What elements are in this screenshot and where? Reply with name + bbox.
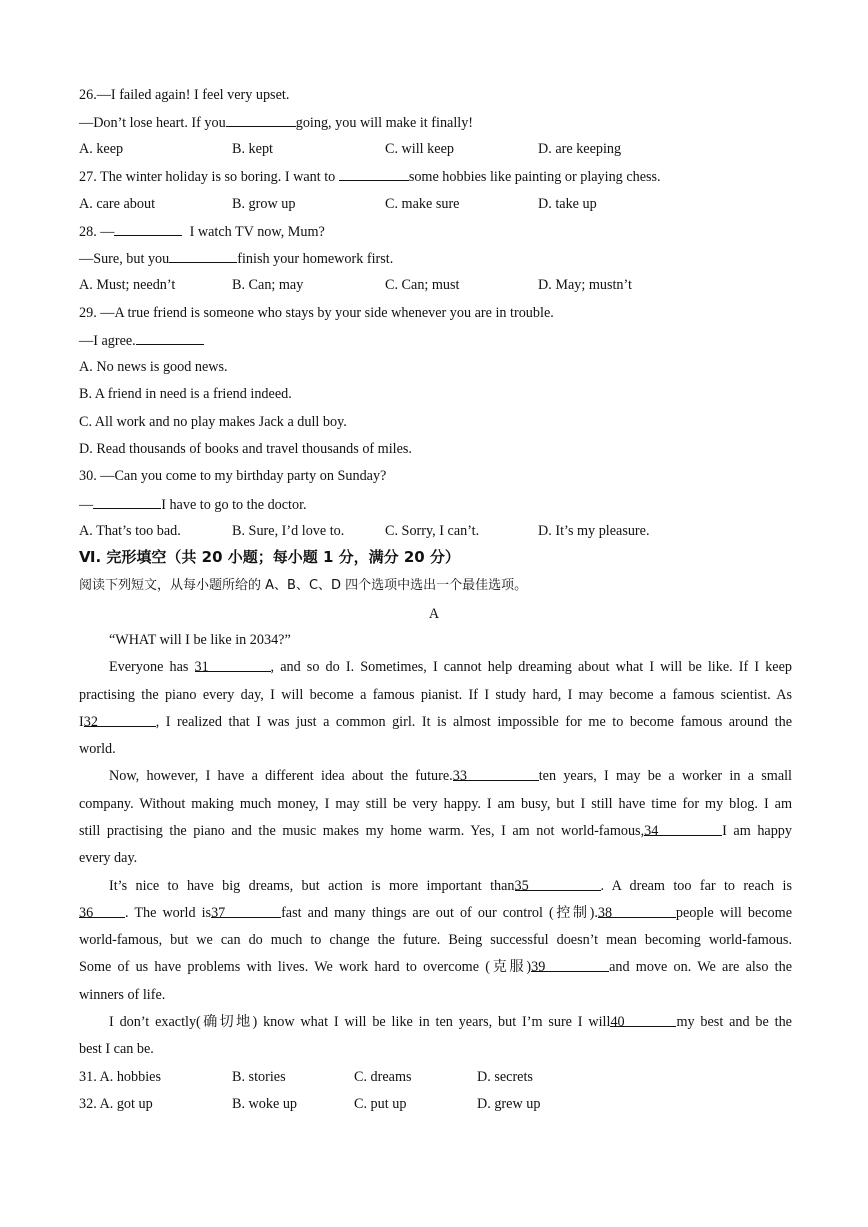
question-28-reply (79, 249, 393, 268)
question-29-option-d: D. Read thousands of books and travel thousands of miles. (79, 441, 412, 457)
passage-line: winners of life. (79, 987, 166, 1003)
question-27-option-b: B. grow up (232, 196, 296, 212)
question-28-stem (79, 222, 325, 241)
question-32-option-b: B. woke up (232, 1096, 298, 1112)
question-31-option-c: C. dreams (354, 1069, 412, 1085)
passage-text: . A dream too far to reach is (600, 878, 792, 894)
stem-text: some hobbies like painting or playing chess. (408, 169, 661, 185)
blank-37: 37 (211, 904, 281, 918)
passage-title: “WHAT will I be like in 2034?” (109, 632, 291, 648)
reply-text: going, you will make it finally! (295, 115, 474, 131)
question-28-option-b: B. Can; may (232, 277, 304, 293)
reply-text: —Sure, but you (79, 251, 170, 267)
passage-line (109, 658, 792, 676)
passage-text: people will become (675, 905, 792, 921)
passage-line (109, 767, 792, 785)
question-26-option-d: D. are keeping (538, 141, 622, 157)
question-30-option-d: D. It’s my pleasure. (538, 523, 650, 539)
blank-36: 36 (79, 904, 125, 918)
passage-line (79, 904, 792, 922)
passage-text: fast and many things are out of our control (控制). (281, 905, 598, 921)
reply-text: —I agree. (79, 333, 136, 349)
question-29-stem: 29. —A true friend is someone who stays by your side whenever you are in trouble. (79, 305, 554, 321)
question-30-stem: 30. —Can you come to my birthday party on Sunday? (79, 468, 387, 484)
question-28-option-d: D. May; mustn’t (538, 277, 632, 293)
passage-line: practising the piano every day, I will become a famous pianist. If I study hard, I may become a famous scientist. As (79, 687, 792, 703)
stem-text: 28. — (79, 224, 115, 240)
passage-line (79, 822, 792, 840)
answer-blank (339, 167, 409, 181)
answer-blank (226, 113, 296, 127)
passage-text: still practising the piano and the music makes my home warm. Yes, I am not world-famous, (79, 823, 645, 839)
blank-35: 35 (515, 877, 601, 891)
passage-text: It’s nice to have big dreams, but action is more important than (109, 878, 515, 894)
question-26-option-a: A. keep (79, 141, 124, 157)
passage-text: ten years, I may be a worker in a small (538, 768, 793, 784)
passage-text: Now, however, I have a different idea about the future. (109, 768, 453, 784)
question-31-option-d: D. secrets (477, 1069, 533, 1085)
passage-text: . The world is (125, 905, 212, 921)
blank-40: 40 (610, 1013, 676, 1027)
passage-label: A (428, 606, 440, 622)
passage-line: company. Without making much money, I may still be very happy. I am busy, but I still have time for my blog. I am (79, 796, 792, 812)
question-27-option-a: A. care about (79, 196, 156, 212)
passage-text: Some of us have problems with lives. We work hard to overcome (克服) (79, 959, 532, 975)
stem-text: I watch TV now, Mum? (189, 224, 325, 240)
answer-blank (136, 331, 204, 345)
question-30-option-b: B. Sure, I’d love to. (232, 523, 345, 539)
blank-38: 38 (598, 904, 676, 918)
passage-line (109, 877, 792, 895)
question-26-option-b: B. kept (232, 141, 273, 157)
blank-39: 39 (531, 958, 609, 972)
question-32-option-a: 32. A. got up (79, 1096, 153, 1112)
question-29-option-b: B. A friend in need is a friend indeed. (79, 386, 292, 402)
stem-text: 27. The winter holiday is so boring. I want to (79, 169, 336, 185)
blank-32: 32 (84, 713, 156, 727)
reply-text: — (79, 497, 94, 513)
answer-blank (169, 249, 237, 263)
section-instruction: 阅读下列短文，从每小题所给的 A、B、C、D 四个选项中选出一个最佳选项。 (79, 578, 528, 593)
question-27-option-d: D. take up (538, 196, 597, 212)
passage-text: Everyone has (109, 659, 189, 675)
question-32-option-c: C. put up (354, 1096, 407, 1112)
question-29-reply (79, 331, 204, 350)
question-28-option-c: C. Can; must (385, 277, 460, 293)
question-26-option-c: C. will keep (385, 141, 454, 157)
passage-line: every day. (79, 850, 138, 866)
blank-31: 31 (195, 658, 271, 672)
question-27-option-c: C. make sure (385, 196, 460, 212)
question-32-option-d: D. grew up (477, 1096, 541, 1112)
passage-line (79, 713, 792, 731)
answer-blank (93, 495, 161, 509)
passage-line: best I can be. (79, 1041, 154, 1057)
passage-line (109, 1013, 792, 1031)
answer-blank (114, 222, 182, 236)
reply-text: —Don’t lose heart. If you (79, 115, 226, 131)
passage-text: , I realized that I was just a common girl. It is almost impossible for me to become famous around the (155, 714, 792, 730)
blank-33: 33 (453, 767, 539, 781)
question-27-stem (79, 167, 661, 186)
passage-text: , and so do I. Sometimes, I cannot help dreaming about what I will be like. If I keep (270, 659, 792, 675)
blank-34: 34 (644, 822, 722, 836)
passage-line (79, 958, 792, 976)
passage-line: world. (79, 741, 116, 757)
reply-text: I have to go to the doctor. (161, 497, 307, 513)
question-30-reply (79, 495, 307, 514)
question-31-option-b: B. stories (232, 1069, 286, 1085)
question-26-reply (79, 113, 473, 132)
passage-text: I am happy (722, 823, 792, 839)
passage-text: my best and be the (676, 1014, 792, 1030)
passage-text: I don’t exactly(确切地) know what I will be like in ten years, but I’m sure I will (109, 1014, 611, 1030)
passage-text: and move on. We are also the (609, 959, 792, 975)
question-29-option-a: A. No news is good news. (79, 359, 228, 375)
question-31-option-a: 31. A. hobbies (79, 1069, 161, 1085)
question-30-option-c: C. Sorry, I can’t. (385, 523, 480, 539)
question-29-option-c: C. All work and no play makes Jack a dull boy. (79, 414, 347, 430)
question-28-option-a: A. Must; needn’t (79, 277, 176, 293)
question-30-option-a: A. That’s too bad. (79, 523, 181, 539)
passage-text: I (79, 714, 84, 730)
question-26-stem: 26.—I failed again! I feel very upset. (79, 87, 290, 103)
passage-line: world-famous, but we can do much to change the future. Being successful doesn’t mean becoming world-famous. (79, 932, 792, 948)
section-heading: Ⅵ. 完形填空（共 20 小题；每小题 1 分，满分 20 分） (79, 548, 460, 566)
reply-text: finish your homework first. (237, 251, 394, 267)
